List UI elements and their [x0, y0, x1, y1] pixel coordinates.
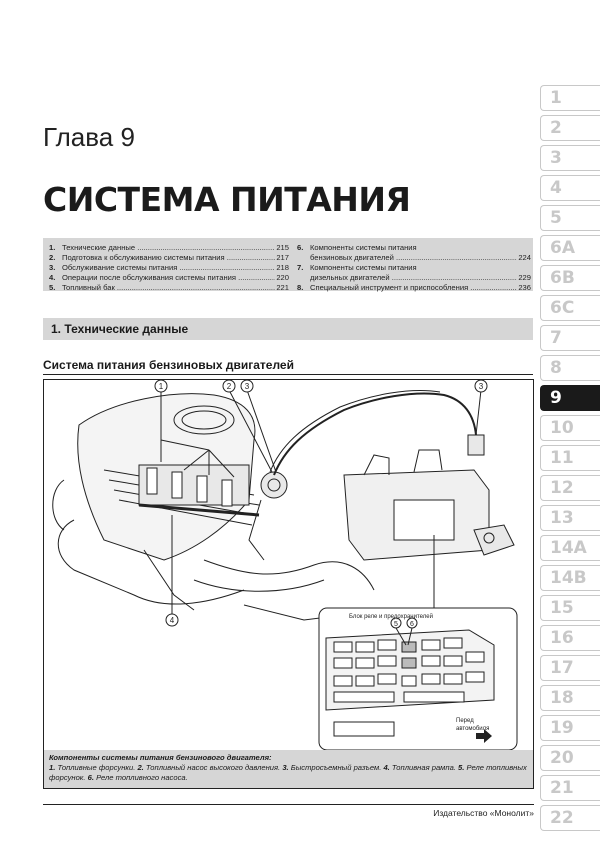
chapter-title: СИСТЕМА ПИТАНИЯ — [43, 180, 411, 219]
chapter-tab[interactable]: 14A — [540, 535, 600, 561]
toc-entry-title: Специальный инструмент и приспособления ..... — [310, 283, 517, 293]
caption-item-text: Топливная рампа. — [391, 763, 456, 772]
caption-item-text: Топливный насос высокого давления. — [145, 763, 281, 772]
toc-entry-number — [297, 253, 310, 263]
footer-divider — [43, 804, 534, 805]
chapter-tabs — [540, 85, 600, 835]
chapter-tab[interactable]: 10 — [540, 415, 600, 441]
toc-entry-number: 5. — [49, 283, 56, 292]
chapter-tab[interactable]: 6B — [540, 265, 600, 291]
toc-entry[interactable] — [297, 263, 531, 273]
toc-entry-title: Компоненты системы питания — [310, 243, 417, 252]
caption-item-text: Реле топливного насоса. — [96, 773, 188, 782]
callout-3: 3 — [244, 382, 250, 391]
toc-entry-number: 3. — [49, 263, 56, 272]
front-label: Перед — [456, 718, 474, 724]
toc-entry-page: 224 — [518, 253, 531, 262]
fuel-system-figure — [43, 379, 534, 789]
chapter-tab[interactable]: 21 — [540, 775, 600, 801]
toc-entry-page: 217 — [276, 253, 289, 262]
chapter-tab[interactable]: 2 — [540, 115, 600, 141]
toc-entry-title: Топливный бак ..... — [62, 283, 275, 293]
toc-entry[interactable] — [49, 243, 289, 253]
chapter-tab[interactable]: 17 — [540, 655, 600, 681]
chapter-tab[interactable]: 14B — [540, 565, 600, 591]
callout-6: 6 — [410, 621, 414, 628]
caption-body — [49, 763, 527, 783]
table-of-contents — [43, 238, 533, 291]
toc-entry-number — [297, 273, 310, 283]
chapter-tab[interactable]: 4 — [540, 175, 600, 201]
toc-entry-title: Подготовка к обслуживанию системы питания ..... — [62, 253, 275, 263]
chapter-tab-active[interactable]: 9 — [540, 385, 600, 411]
caption-item-text: Быстросъемный разъем. — [290, 763, 382, 772]
callout-2: 2 — [226, 382, 232, 391]
front-label: автомобиля — [456, 726, 490, 732]
toc-entry[interactable] — [297, 283, 531, 293]
toc-entry-number: 2. — [49, 253, 56, 262]
relay-box-label: Блок реле и предохранителей — [349, 614, 433, 620]
toc-entry-page: 218 — [276, 263, 289, 272]
toc-entry-title: Операции после обслуживания системы питания ..... — [62, 273, 275, 283]
figure-caption — [44, 750, 533, 788]
toc-entry-continued[interactable] — [297, 273, 531, 283]
toc-entry-number: 4. — [49, 273, 56, 282]
caption-item-number: 5. — [458, 763, 465, 772]
caption-item-number: 2. — [137, 763, 144, 772]
chapter-tab[interactable]: 19 — [540, 715, 600, 741]
chapter-tab[interactable]: 6A — [540, 235, 600, 261]
publisher-name: Издательство «Монолит» — [433, 808, 534, 818]
toc-entry-number: 6. — [297, 243, 304, 252]
callout-4: 4 — [169, 616, 175, 625]
toc-entry[interactable] — [297, 243, 531, 253]
caption-item-number: 4. — [383, 763, 390, 772]
section-heading — [43, 318, 533, 340]
toc-entry[interactable] — [49, 263, 289, 273]
caption-item-text: Реле топливных форсунок. — [49, 763, 527, 782]
toc-entry-page: 221 — [276, 283, 289, 292]
caption-item-number: 6. — [87, 773, 94, 782]
chapter-tab[interactable]: 8 — [540, 355, 600, 381]
caption-title: Компоненты системы питания бензинового двигателя: — [49, 753, 272, 762]
chapter-tab[interactable]: 5 — [540, 205, 600, 231]
toc-entry-number: 7. — [297, 263, 304, 272]
chapter-tab[interactable]: 1 — [540, 85, 600, 111]
toc-entry[interactable] — [49, 273, 289, 283]
callout-3: 3 — [478, 382, 484, 391]
toc-entry[interactable] — [49, 283, 289, 293]
toc-entry-title: бензиновых двигателей ..... — [310, 253, 517, 263]
engine-illustration — [44, 380, 533, 750]
subsection-heading: Система питания бензиновых двигателей — [43, 358, 533, 375]
toc-entry-continued[interactable] — [297, 253, 531, 263]
toc-entry-title: Технические данные ..... — [62, 243, 275, 253]
toc-entry[interactable] — [49, 253, 289, 263]
caption-item-number: 1. — [49, 763, 56, 772]
chapter-tab[interactable]: 12 — [540, 475, 600, 501]
toc-right-column — [297, 243, 531, 293]
chapter-tab[interactable]: 15 — [540, 595, 600, 621]
chapter-tab[interactable]: 22 — [540, 805, 600, 831]
toc-left-column — [49, 243, 289, 293]
toc-entry-title: Компоненты системы питания — [310, 263, 417, 272]
toc-entry-page: 236 — [518, 283, 531, 292]
chapter-tab[interactable]: 16 — [540, 625, 600, 651]
toc-entry-title: дизельных двигателей ..... — [310, 273, 517, 283]
chapter-tab[interactable]: 20 — [540, 745, 600, 771]
toc-entry-page: 229 — [518, 273, 531, 282]
callout-1: 1 — [158, 382, 164, 391]
toc-entry-title: Обслуживание системы питания ..... — [62, 263, 275, 273]
chapter-tab[interactable]: 13 — [540, 505, 600, 531]
callout-5: 5 — [394, 621, 398, 628]
toc-entry-number: 8. — [297, 283, 304, 292]
chapter-tab[interactable]: 6C — [540, 295, 600, 321]
section-heading-text: 1. Технические данные — [51, 322, 189, 336]
caption-item-number: 3. — [282, 763, 289, 772]
caption-item-text: Топливные форсунки. — [57, 763, 136, 772]
toc-entry-page: 220 — [276, 273, 289, 282]
chapter-tab[interactable]: 18 — [540, 685, 600, 711]
chapter-tab[interactable]: 3 — [540, 145, 600, 171]
toc-entry-page: 215 — [276, 243, 289, 252]
chapter-tab[interactable]: 7 — [540, 325, 600, 351]
chapter-tab[interactable]: 11 — [540, 445, 600, 471]
toc-entry-number: 1. — [49, 243, 56, 252]
chapter-label: Глава 9 — [43, 122, 135, 152]
